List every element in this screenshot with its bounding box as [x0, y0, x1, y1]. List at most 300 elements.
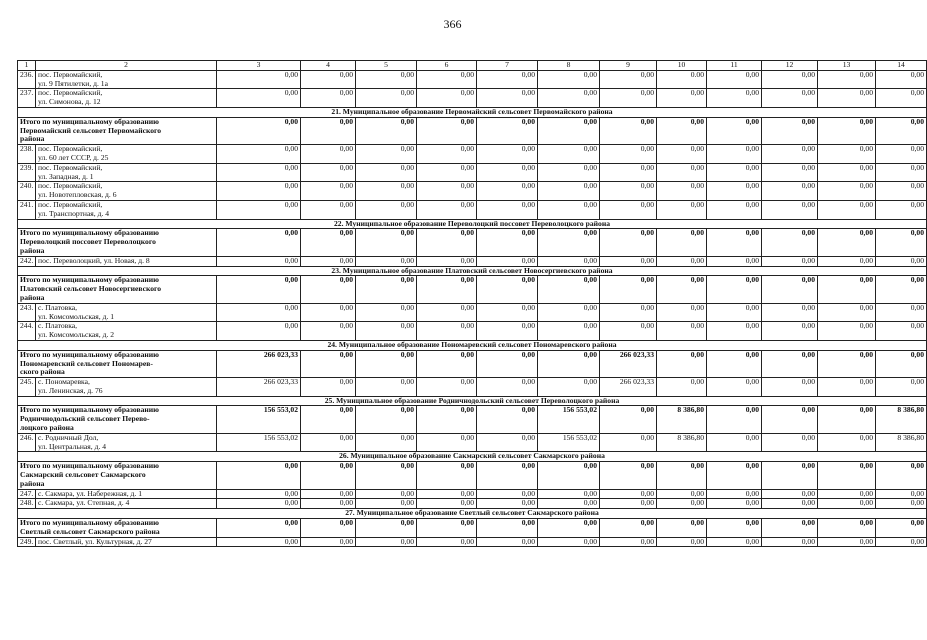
value-cell: 0,00 [707, 70, 762, 89]
value-cell: 0,00 [600, 406, 657, 433]
value-cell: 0,00 [417, 499, 477, 509]
value-cell: 0,00 [657, 182, 707, 201]
value-cell: 0,00 [356, 350, 417, 377]
text-line: Итого по муниципальному образованию [20, 518, 159, 528]
value-cell: 0,00 [762, 462, 818, 489]
value-cell: 0,00 [538, 350, 600, 377]
total-row [18, 406, 927, 433]
value-cell: 0,00 [477, 182, 538, 201]
value-cell: 0,00 [538, 117, 600, 144]
value-cell: 0,00 [707, 406, 762, 433]
value-cell: 0,00 [356, 303, 417, 322]
value-cell: 0,00 [538, 519, 600, 538]
value-cell: 0,00 [417, 303, 477, 322]
column-header: 10 [657, 61, 707, 71]
total-label [18, 462, 217, 489]
value-cell: 0,00 [301, 89, 356, 108]
value-cell: 0,00 [217, 462, 301, 489]
value-cell: 0,00 [876, 200, 927, 219]
page-number: 366 [443, 17, 462, 31]
row-index: 247. [18, 489, 36, 499]
value-cell: 0,00 [301, 303, 356, 322]
row-index: 240. [18, 182, 36, 201]
value-cell: 0,00 [707, 433, 762, 452]
value-cell: 0,00 [762, 433, 818, 452]
value-cell: 0,00 [762, 350, 818, 377]
value-cell: 0,00 [217, 303, 301, 322]
address-cell [36, 145, 217, 164]
value-cell: 0,00 [477, 519, 538, 538]
value-cell: 0.00 [657, 70, 707, 89]
value-cell: 0,00 [818, 406, 876, 433]
value-cell: 0,00 [707, 117, 762, 144]
value-cell: 0,00 [217, 499, 301, 509]
value-cell: 0,00 [356, 462, 417, 489]
text-line: района [20, 245, 45, 255]
value-cell: 0,00 [876, 182, 927, 201]
row-index: 249. [18, 537, 36, 547]
value-cell: 0,00 [217, 489, 301, 499]
address-cell [36, 322, 217, 341]
value-cell: 0,00 [657, 537, 707, 547]
address-cell [36, 256, 217, 266]
value-cell: 0,00 [600, 489, 657, 499]
text-line: с. Платовка, [38, 302, 78, 312]
value-cell: 0,00 [707, 322, 762, 341]
value-cell: 8 386,80 [657, 406, 707, 433]
value-cell: 0,00 [818, 499, 876, 509]
text-line: лоцкого района [20, 423, 74, 433]
column-header: 7 [477, 61, 538, 71]
value-cell: 0,00 [876, 89, 927, 108]
value-cell: 0,00 [818, 378, 876, 397]
value-cell: 0,00 [818, 462, 876, 489]
value-cell: 0,00 [477, 89, 538, 108]
value-cell: 0,00 [477, 433, 538, 452]
value-cell: 0,00 [876, 117, 927, 144]
value-cell: 0,00 [762, 519, 818, 538]
value-cell: 0,00 [818, 519, 876, 538]
value-cell: 0,00 [657, 276, 707, 303]
section-row [18, 107, 927, 117]
register-table [17, 60, 927, 547]
value-cell: 0,00 [477, 462, 538, 489]
value-cell: 156 553,02 [217, 433, 301, 452]
text-line: с. Сакмара, ул. Набережная, д. 1 [38, 488, 143, 498]
value-cell: 0,00 [707, 378, 762, 397]
value-cell: 0,00 [600, 519, 657, 538]
table-row [18, 200, 927, 219]
value-cell: 0,00 [762, 499, 818, 509]
value-cell: 0,00 [356, 200, 417, 219]
value-cell: 0,00 [818, 145, 876, 164]
value-cell: 0,00 [762, 200, 818, 219]
value-cell: 0,00 [600, 89, 657, 108]
value-cell: 266 023,33 [600, 378, 657, 397]
row-index: 236. [18, 70, 36, 89]
value-cell: 0,00 [356, 145, 417, 164]
total-row [18, 276, 927, 303]
row-index: 242. [18, 256, 36, 266]
value-cell: 0,00 [657, 322, 707, 341]
value-cell: 0,00 [876, 70, 927, 89]
value-cell: 0,00 [538, 537, 600, 547]
value-cell: 0,00 [217, 70, 301, 89]
value-cell: 0,00 [538, 200, 600, 219]
value-cell: 0,00 [356, 433, 417, 452]
row-index: 246. [18, 433, 36, 452]
value-cell: 0,00 [417, 489, 477, 499]
text-line: с. Родничный Дол, [38, 432, 99, 442]
column-header: 13 [818, 61, 876, 71]
value-cell: 0,00 [762, 537, 818, 547]
value-cell: 0,00 [417, 145, 477, 164]
value-cell: 8 386,80 [876, 406, 927, 433]
value-cell: 0,00 [876, 499, 927, 509]
text-line: пос. Первомайский, [38, 144, 103, 154]
total-row [18, 229, 927, 256]
table-row [18, 145, 927, 164]
value-cell: 0,00 [600, 499, 657, 509]
table-row [18, 303, 927, 322]
text-line: пос. Первомайский, [38, 199, 103, 209]
value-cell: 0,00 [417, 117, 477, 144]
value-cell: 0,00 [356, 519, 417, 538]
total-row [18, 117, 927, 144]
value-cell: 0,00 [762, 256, 818, 266]
value-cell: 0,00 [217, 229, 301, 256]
value-cell: 0,00 [600, 145, 657, 164]
text-line: района [20, 292, 45, 302]
value-cell: 0,00 [600, 276, 657, 303]
value-cell: 0,00 [417, 406, 477, 433]
value-cell: 0,00 [477, 145, 538, 164]
value-cell: 0,00 [600, 229, 657, 256]
value-cell: 0,00 [477, 256, 538, 266]
value-cell: 0,00 [217, 256, 301, 266]
text-line: ул. Новотепловская, д. 6 [38, 190, 117, 200]
text-line: Первомайский сельсовет Первомайского [20, 125, 162, 135]
value-cell: 0,00 [356, 537, 417, 547]
value-cell: 0,00 [417, 350, 477, 377]
value-cell: 0,00 [876, 350, 927, 377]
value-cell: 0,00 [707, 256, 762, 266]
value-cell: 0,00 [762, 406, 818, 433]
value-cell: 0,00 [538, 276, 600, 303]
value-cell: 0,00 [356, 322, 417, 341]
value-cell: 0,00 [301, 489, 356, 499]
text-line: с. Сакмара, ул. Степная, д. 4 [38, 498, 130, 508]
address-cell [36, 433, 217, 452]
section-title: 24. Муниципальное образование Пономаревский сельсовет Пономаревского района [18, 340, 927, 350]
value-cell: 0,00 [217, 276, 301, 303]
value-cell: 0,00 [356, 489, 417, 499]
section-title: 22. Муниципальное образование Переволоцкий поссовет Переволоцкого района [18, 219, 927, 229]
value-cell: 0,00 [538, 499, 600, 509]
column-header: 9 [600, 61, 657, 71]
value-cell: 0,00 [876, 145, 927, 164]
table-row [18, 163, 927, 182]
text-line: ул. Симонова, д. 12 [38, 97, 101, 107]
total-label [18, 350, 217, 377]
value-cell: 8 386,80 [657, 433, 707, 452]
value-cell: 0,00 [876, 537, 927, 547]
value-cell: 8 386,80 [876, 433, 927, 452]
value-cell: 0,00 [477, 378, 538, 397]
value-cell: 0,00 [657, 117, 707, 144]
value-cell: 0,00 [762, 182, 818, 201]
column-header: 12 [762, 61, 818, 71]
value-cell: 0,00 [477, 276, 538, 303]
value-cell: 0,00 [657, 200, 707, 219]
section-title: 25. Муниципальное образование Родничнодольский сельсовет Переволоцкого района [18, 396, 927, 406]
value-cell: 0,00 [417, 433, 477, 452]
value-cell: 0,00 [657, 499, 707, 509]
value-cell: 0,00 [538, 182, 600, 201]
section-title: 23. Муниципальное образование Платовский сельсовет Новосергиевского района [18, 266, 927, 276]
value-cell: 0,00 [538, 229, 600, 256]
value-cell: 0,00 [876, 378, 927, 397]
value-cell: 0,00 [657, 489, 707, 499]
value-cell: 0,00 [657, 303, 707, 322]
value-cell: 0,00 [477, 350, 538, 377]
value-cell: 0,00 [477, 117, 538, 144]
value-cell: 0,00 [876, 489, 927, 499]
value-cell: 0,00 [707, 145, 762, 164]
text-line: района [20, 478, 45, 488]
text-line: Платовский сельсовет Новосергиевского [20, 284, 162, 294]
text-line: Сакмарский сельсовет Сакмарского [20, 470, 146, 480]
value-cell: 0,00 [356, 182, 417, 201]
value-cell: 0,00 [217, 182, 301, 201]
value-cell: 0,00 [301, 200, 356, 219]
value-cell: 0,00 [818, 537, 876, 547]
value-cell: 0,00 [356, 406, 417, 433]
value-cell: 0,00 [818, 229, 876, 256]
value-cell: 0,00 [818, 70, 876, 89]
row-index: 241. [18, 200, 36, 219]
value-cell: 0,00 [417, 462, 477, 489]
value-cell: 0,00 [707, 499, 762, 509]
value-cell: 0,00 [600, 322, 657, 341]
value-cell: 0,00 [600, 462, 657, 489]
value-cell: 0,00 [356, 378, 417, 397]
address-cell [36, 378, 217, 397]
text-line: Итого по муниципальному образованию [20, 405, 159, 415]
value-cell: 0,00 [876, 229, 927, 256]
value-cell: 0,00 [417, 322, 477, 341]
value-cell: 0,00 [477, 499, 538, 509]
table-row [18, 89, 927, 108]
value-cell: 0,00 [762, 229, 818, 256]
value-cell: 0,00 [301, 406, 356, 433]
text-line: ул. 60 лет СССР, д. 25 [38, 152, 109, 162]
value-cell: 0,00 [818, 182, 876, 201]
value-cell: 0,00 [538, 489, 600, 499]
value-cell: 0,00 [356, 70, 417, 89]
value-cell: 0,00 [707, 182, 762, 201]
value-cell: 0,00 [301, 322, 356, 341]
value-cell: 0,00 [707, 537, 762, 547]
value-cell: 0,00 [876, 519, 927, 538]
value-cell: 0,00 [707, 350, 762, 377]
text-line: пос. Первомайский, [38, 181, 103, 191]
value-cell: 0,00 [762, 89, 818, 108]
value-cell: 0,00 [301, 256, 356, 266]
value-cell: 0,00 [217, 89, 301, 108]
text-line: ул. Комсомольская, д. 2 [38, 330, 115, 340]
value-cell: 0,00 [538, 256, 600, 266]
value-cell: 0,00 [762, 378, 818, 397]
value-cell: 0,00 [301, 433, 356, 452]
text-line: Итого по муниципальному образованию [20, 116, 159, 126]
text-line: ул. Комсомольская, д. 1 [38, 311, 115, 321]
value-cell: 156 553,02 [538, 433, 600, 452]
value-cell: 0,00 [657, 89, 707, 108]
value-cell: 0,00 [818, 256, 876, 266]
text-line: с. Платовка, [38, 321, 78, 331]
value-cell: 0,00 [477, 163, 538, 182]
total-row [18, 462, 927, 489]
value-cell: 0,00 [301, 117, 356, 144]
total-label [18, 229, 217, 256]
value-cell: 0,00 [538, 378, 600, 397]
table-row [18, 256, 927, 266]
value-cell: 0,00 [818, 322, 876, 341]
value-cell: 0,00 [876, 303, 927, 322]
value-cell: 0,00 [818, 163, 876, 182]
address-cell [36, 89, 217, 108]
address-cell [36, 537, 217, 547]
text-line: Итого по муниципальному образованию [20, 461, 159, 471]
value-cell: 0,00 [818, 89, 876, 108]
value-cell: 0,00 [657, 519, 707, 538]
value-cell: 0,00 [417, 276, 477, 303]
table-row [18, 378, 927, 397]
address-cell [36, 499, 217, 509]
value-cell: 0,00 [477, 537, 538, 547]
value-cell: 0,00 [876, 256, 927, 266]
row-index: 244. [18, 322, 36, 341]
column-header: 8 [538, 61, 600, 71]
value-cell: 0,00 [217, 322, 301, 341]
value-cell: 0,00 [876, 276, 927, 303]
column-header: 2 [36, 61, 217, 71]
value-cell: 0,00 [477, 200, 538, 219]
value-cell: 0,00 [417, 229, 477, 256]
column-header: 3 [217, 61, 301, 71]
text-line: Итого по муниципальному образованию [20, 349, 159, 359]
value-cell: 156 553,02 [217, 406, 301, 433]
value-cell: 0,00 [657, 163, 707, 182]
text-line: пос. Первомайский, [38, 69, 103, 79]
value-cell: 0,00 [707, 276, 762, 303]
text-line: ул. 9 Пятилетки, д. 1а [38, 78, 108, 88]
table-row [18, 433, 927, 452]
value-cell: 0,00 [876, 462, 927, 489]
table-row [18, 70, 927, 89]
address-cell [36, 70, 217, 89]
address-cell [36, 200, 217, 219]
value-cell: 0,00 [600, 117, 657, 144]
column-header: 5 [356, 61, 417, 71]
value-cell: 0,00 [538, 70, 600, 89]
value-cell: 0,00 [417, 200, 477, 219]
value-cell: 0,00 [417, 378, 477, 397]
value-cell: 0,00 [356, 89, 417, 108]
total-row [18, 519, 927, 538]
row-index: 243. [18, 303, 36, 322]
value-cell: 0,00 [538, 89, 600, 108]
section-title: 26. Муниципальное образование Сакмарский сельсовет Сакмарского района [18, 452, 927, 462]
value-cell: 0,00 [818, 200, 876, 219]
value-cell: 0,00 [356, 276, 417, 303]
value-cell: 0,00 [876, 163, 927, 182]
value-cell: 0,00 [217, 537, 301, 547]
section-title: 27. Муниципальное образование Светлый сельсовет Сакмарского района [18, 509, 927, 519]
total-label [18, 117, 217, 144]
value-cell: 0,00 [356, 117, 417, 144]
value-cell: 0,00 [217, 145, 301, 164]
value-cell: 266 023,33 [217, 378, 301, 397]
value-cell: 0,00 [762, 145, 818, 164]
value-cell: 0,00 [762, 163, 818, 182]
value-cell: 0,00 [600, 163, 657, 182]
text-line: с. Пономаревка, [38, 377, 90, 387]
value-cell: 0,00 [657, 229, 707, 256]
value-cell: 0,00 [600, 537, 657, 547]
text-line: ул. Западная, д. 1 [38, 171, 94, 181]
value-cell: 0,00 [762, 276, 818, 303]
address-cell [36, 182, 217, 201]
value-cell: 0,00 [762, 70, 818, 89]
text-line: Итого по муниципальному образованию [20, 228, 159, 238]
address-cell [36, 303, 217, 322]
text-line: пос. Переволоцкий, ул. Новая, д. 8 [38, 255, 150, 265]
value-cell: 0,00 [600, 182, 657, 201]
address-cell [36, 163, 217, 182]
text-line: Светлый сельсовет Сакмарского района [20, 526, 160, 536]
value-cell: 0,00 [301, 499, 356, 509]
row-index: 237. [18, 89, 36, 108]
value-cell: 0,00 [818, 276, 876, 303]
value-cell: 0,00 [600, 303, 657, 322]
value-cell: 0,00 [818, 489, 876, 499]
value-cell: 0,00 [417, 537, 477, 547]
text-line: Итого по муниципальному образованию [20, 275, 159, 285]
value-cell: 0,00 [600, 433, 657, 452]
value-cell: 0,00 [707, 200, 762, 219]
value-cell: 0,00 [818, 350, 876, 377]
text-line: ул. Центральная, д. 4 [38, 441, 107, 451]
value-cell: 0,00 [538, 462, 600, 489]
value-cell: 266 023,33 [217, 350, 301, 377]
text-line: ул. Транспортная, д. 4 [38, 208, 110, 218]
value-cell: 0,00 [762, 322, 818, 341]
value-cell: 0,00 [762, 303, 818, 322]
value-cell: 156 553,02 [538, 406, 600, 433]
value-cell: 0,00 [600, 200, 657, 219]
value-cell: 0,00 [301, 182, 356, 201]
text-line: Пономаревский сельсовет Пономарев- [20, 358, 153, 368]
value-cell: 0,00 [301, 537, 356, 547]
text-line: пос. Светлый, ул. Культурная, д. 27 [38, 536, 152, 546]
column-header: 14 [876, 61, 927, 71]
text-line: Родничнодольский сельсовет Перево- [20, 414, 150, 424]
table-row [18, 537, 927, 547]
text-line: пос. Первомайский, [38, 162, 103, 172]
value-cell: 0,00 [707, 489, 762, 499]
